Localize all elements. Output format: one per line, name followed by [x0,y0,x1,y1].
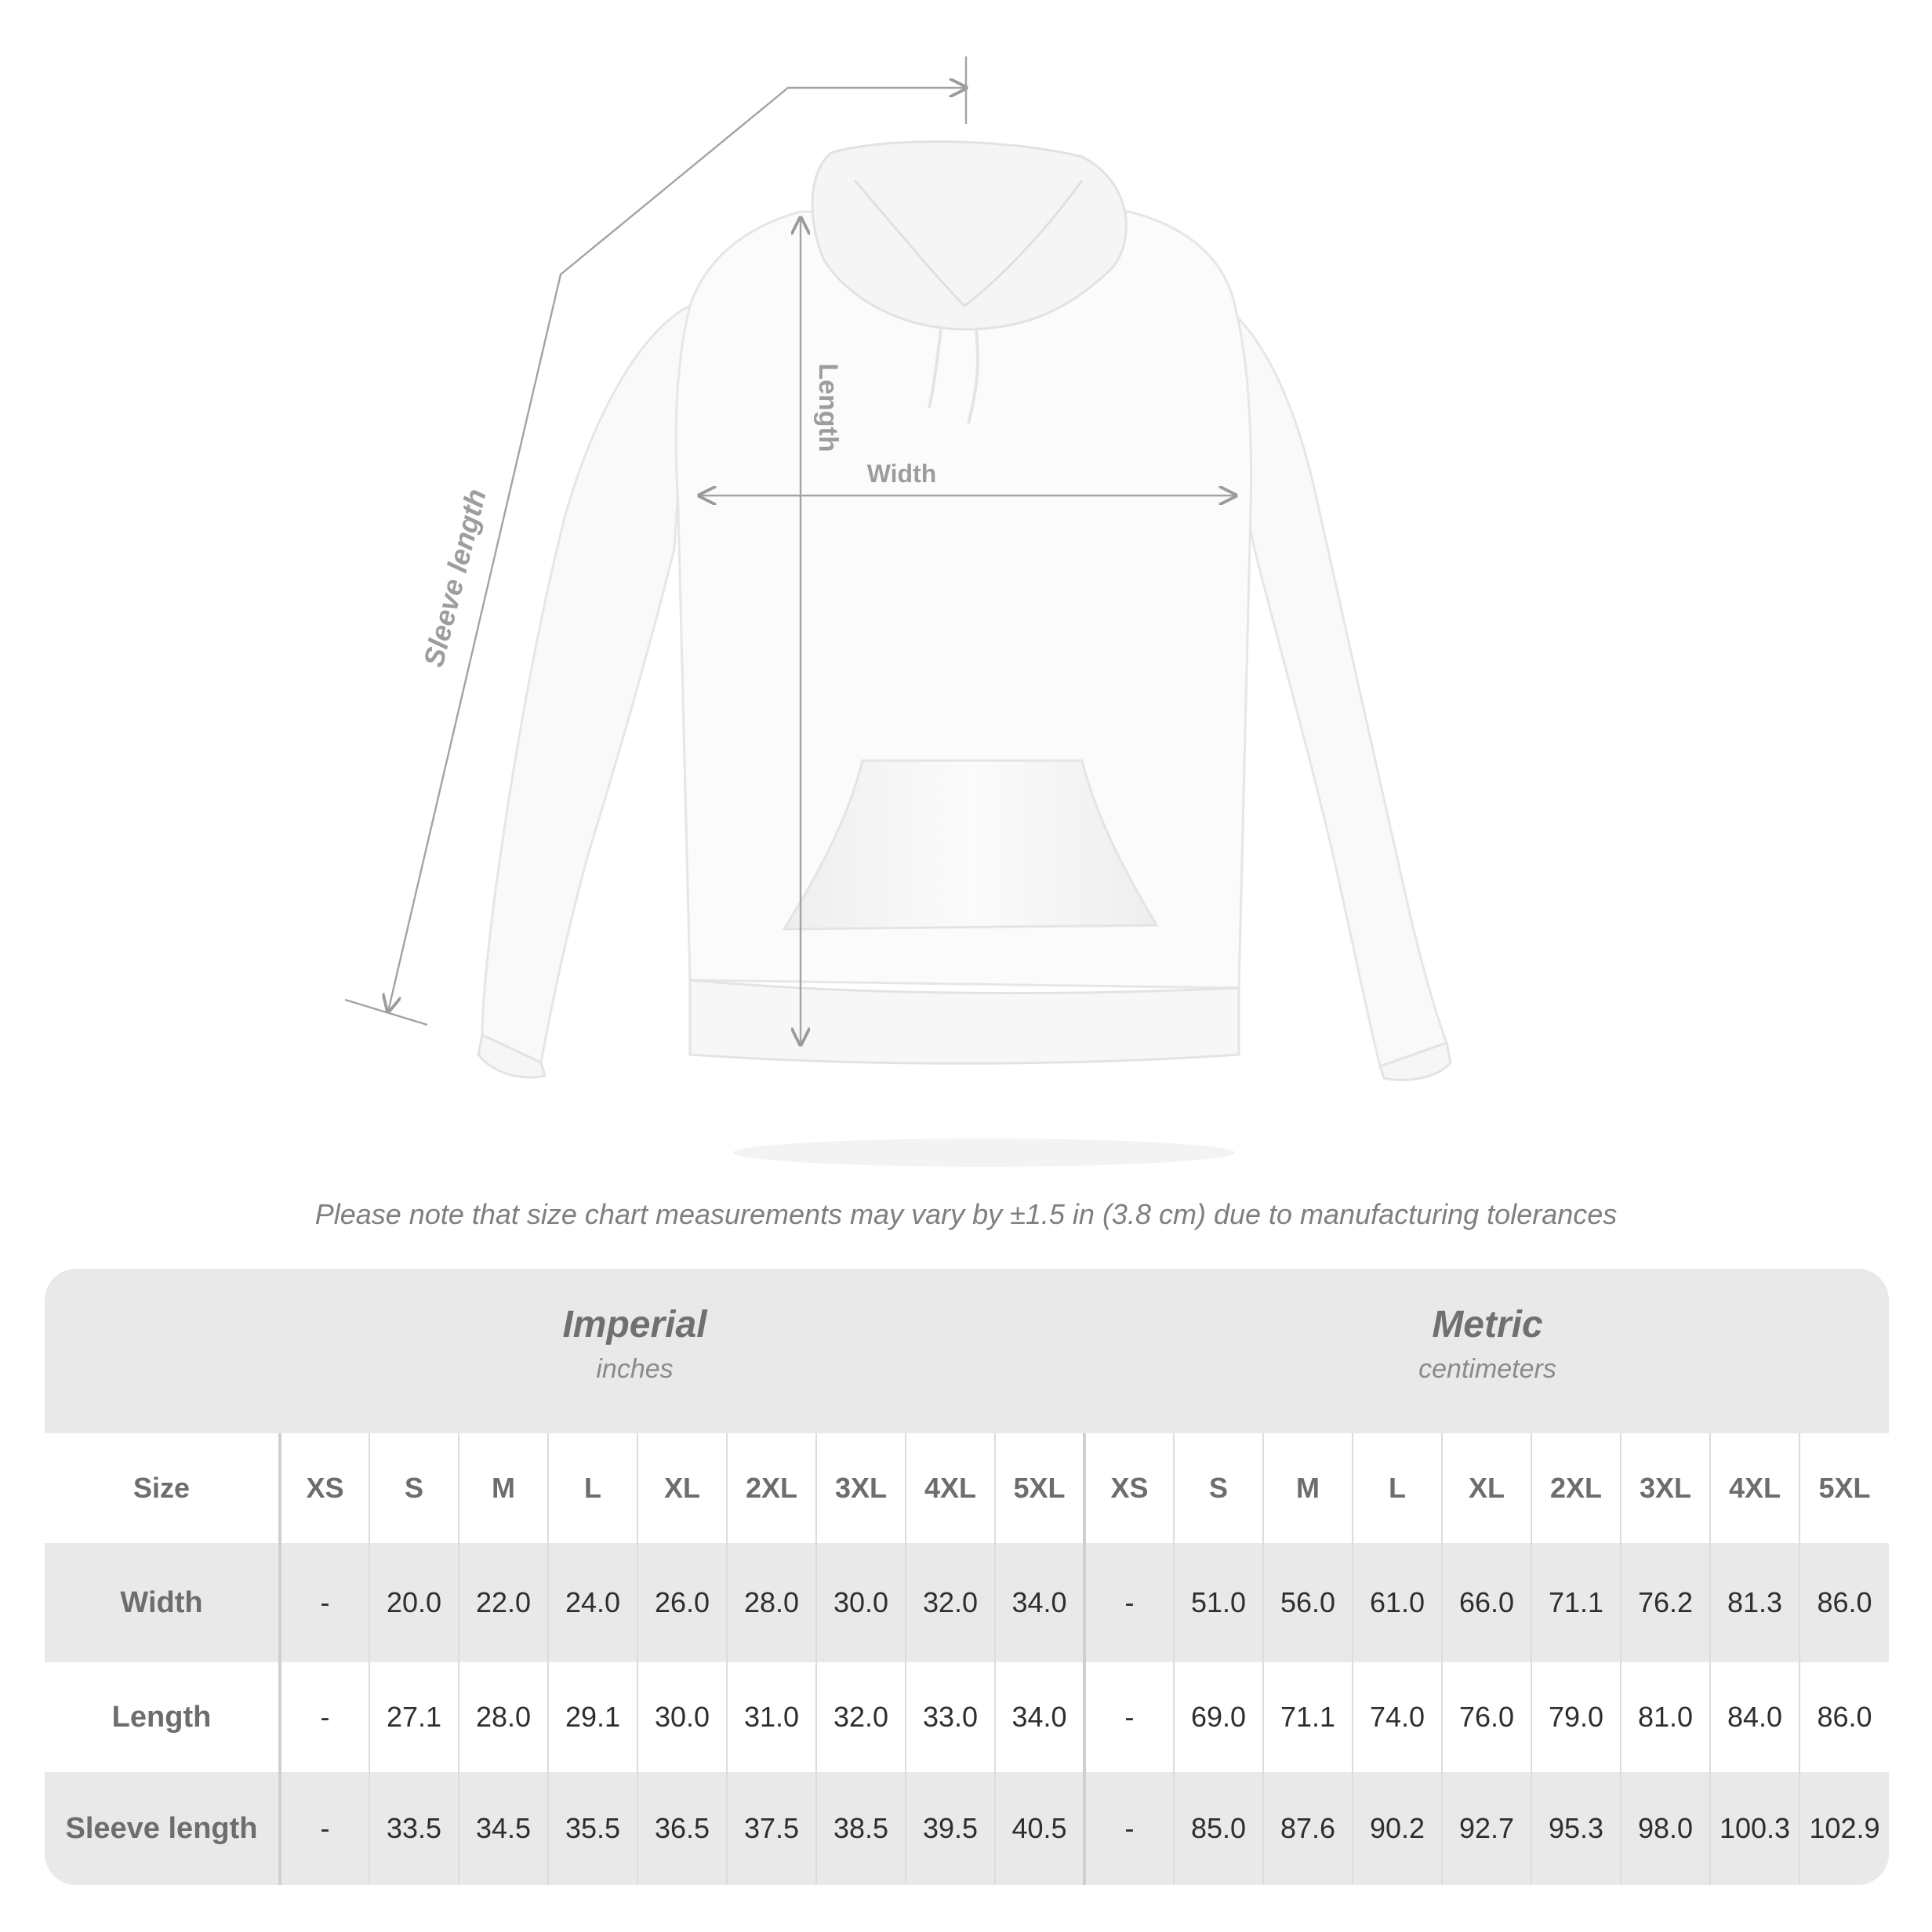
table-cell: 32.0 [906,1543,995,1662]
length-row [45,1662,1889,1772]
table-cell: 40.5 [995,1772,1084,1885]
size-header-cell: S [1174,1433,1263,1543]
table-cell: 98.0 [1621,1772,1710,1885]
table-cell: 81.3 [1710,1543,1799,1662]
table-cell: 32.0 [816,1662,906,1772]
imperial-title: Imperial [562,1304,707,1346]
size-header-cell: 2XL [727,1433,816,1543]
table-cell: 100.3 [1710,1772,1799,1885]
length-label: Length [813,363,843,452]
size-header-cell: XS [1084,1433,1174,1543]
table-cell: 28.0 [459,1662,548,1772]
table-cell: 35.5 [548,1772,637,1885]
size-header-cell: XL [637,1433,727,1543]
table-cell: 66.0 [1442,1543,1531,1662]
size-row [45,1433,1889,1543]
table-cell: 22.0 [459,1543,548,1662]
size-chart-table [45,1433,1889,1885]
imperial-unit: inches [596,1354,674,1384]
tolerance-note: Please note that size chart measurements may vary by ±1.5 in (3.8 cm) due to manufacturing tolerances [314,1198,1618,1230]
table-cell: 24.0 [548,1543,637,1662]
imperial-header [280,1269,990,1433]
sleeve-length-row [45,1772,1889,1885]
metric-unit: centimeters [1418,1354,1556,1384]
table-cell: 61.0 [1353,1543,1442,1662]
table-cell: - [280,1543,369,1662]
size-header-cell: XS [280,1433,369,1543]
hoodie-shadow [733,1138,1235,1167]
table-cell: 36.5 [637,1772,727,1885]
table-cell: 39.5 [906,1772,995,1885]
table-cell: 33.0 [906,1662,995,1772]
table-cell: 76.0 [1442,1662,1531,1772]
table-cell: 27.1 [369,1662,459,1772]
table-cell: 51.0 [1174,1543,1263,1662]
size-header-cell: S [369,1433,459,1543]
table-cell: 28.0 [727,1543,816,1662]
table-cell: 81.0 [1621,1662,1710,1772]
table-cell: 79.0 [1531,1662,1621,1772]
table-cell: 26.0 [637,1543,727,1662]
width-row [45,1543,1889,1662]
table-cell: 34.5 [459,1772,548,1885]
table-cell: 56.0 [1263,1543,1353,1662]
table-cell: 37.5 [727,1772,816,1885]
size-header-cell: M [1263,1433,1353,1543]
table-cell: 69.0 [1174,1662,1263,1772]
table-cell: 38.5 [816,1772,906,1885]
size-header-cell: 3XL [816,1433,906,1543]
row-label: Length [111,1700,212,1734]
table-cell: 87.6 [1263,1772,1353,1885]
size-header-cell: M [459,1433,548,1543]
row-label: Sleeve length [65,1811,258,1845]
table-cell: 84.0 [1710,1662,1799,1772]
metric-title: Metric [1432,1304,1543,1346]
table-cell: 86.0 [1799,1543,1889,1662]
table-cell: - [280,1662,369,1772]
table-cell: - [1084,1772,1174,1885]
table-cell: 33.5 [369,1772,459,1885]
size-header-cell: 4XL [1710,1433,1799,1543]
table-cell: 102.9 [1799,1772,1889,1885]
table-cell: 71.1 [1531,1543,1621,1662]
size-chart-panel [45,1269,1889,1885]
table-cell: 95.3 [1531,1772,1621,1885]
row-label: Width [120,1585,203,1619]
width-label: Width [866,459,937,488]
table-cell: 74.0 [1353,1662,1442,1772]
table-cell: 71.1 [1263,1662,1353,1772]
size-header-cell: 5XL [1799,1433,1889,1543]
table-cell: 30.0 [637,1662,727,1772]
sleeve-tick-bottom [345,1000,427,1025]
size-header-cell: 2XL [1531,1433,1621,1543]
table-cell: 31.0 [727,1662,816,1772]
table-cell: 34.0 [995,1543,1084,1662]
size-header-label: Size [133,1472,191,1504]
table-cell: 92.7 [1442,1772,1531,1885]
size-header-cell: 4XL [906,1433,995,1543]
table-cell: 34.0 [995,1662,1084,1772]
table-cell: - [1084,1543,1174,1662]
size-header-cell: L [1353,1433,1442,1543]
hoodie-illustration [478,142,1451,1080]
size-header-cell: 3XL [1621,1433,1710,1543]
size-header-cell: L [548,1433,637,1543]
table-cell: 90.2 [1353,1772,1442,1885]
metric-header [1086,1269,1889,1433]
table-cell: - [1084,1662,1174,1772]
table-cell: 30.0 [816,1543,906,1662]
table-cell: - [280,1772,369,1885]
table-cell: 29.1 [548,1662,637,1772]
table-cell: 86.0 [1799,1662,1889,1772]
sleeve-length-label: Sleeve length [416,485,492,670]
size-header-cell: XL [1442,1433,1531,1543]
table-cell: 76.2 [1621,1543,1710,1662]
table-cell: 20.0 [369,1543,459,1662]
table-cell: 85.0 [1174,1772,1263,1885]
size-header-cell: 5XL [995,1433,1084,1543]
